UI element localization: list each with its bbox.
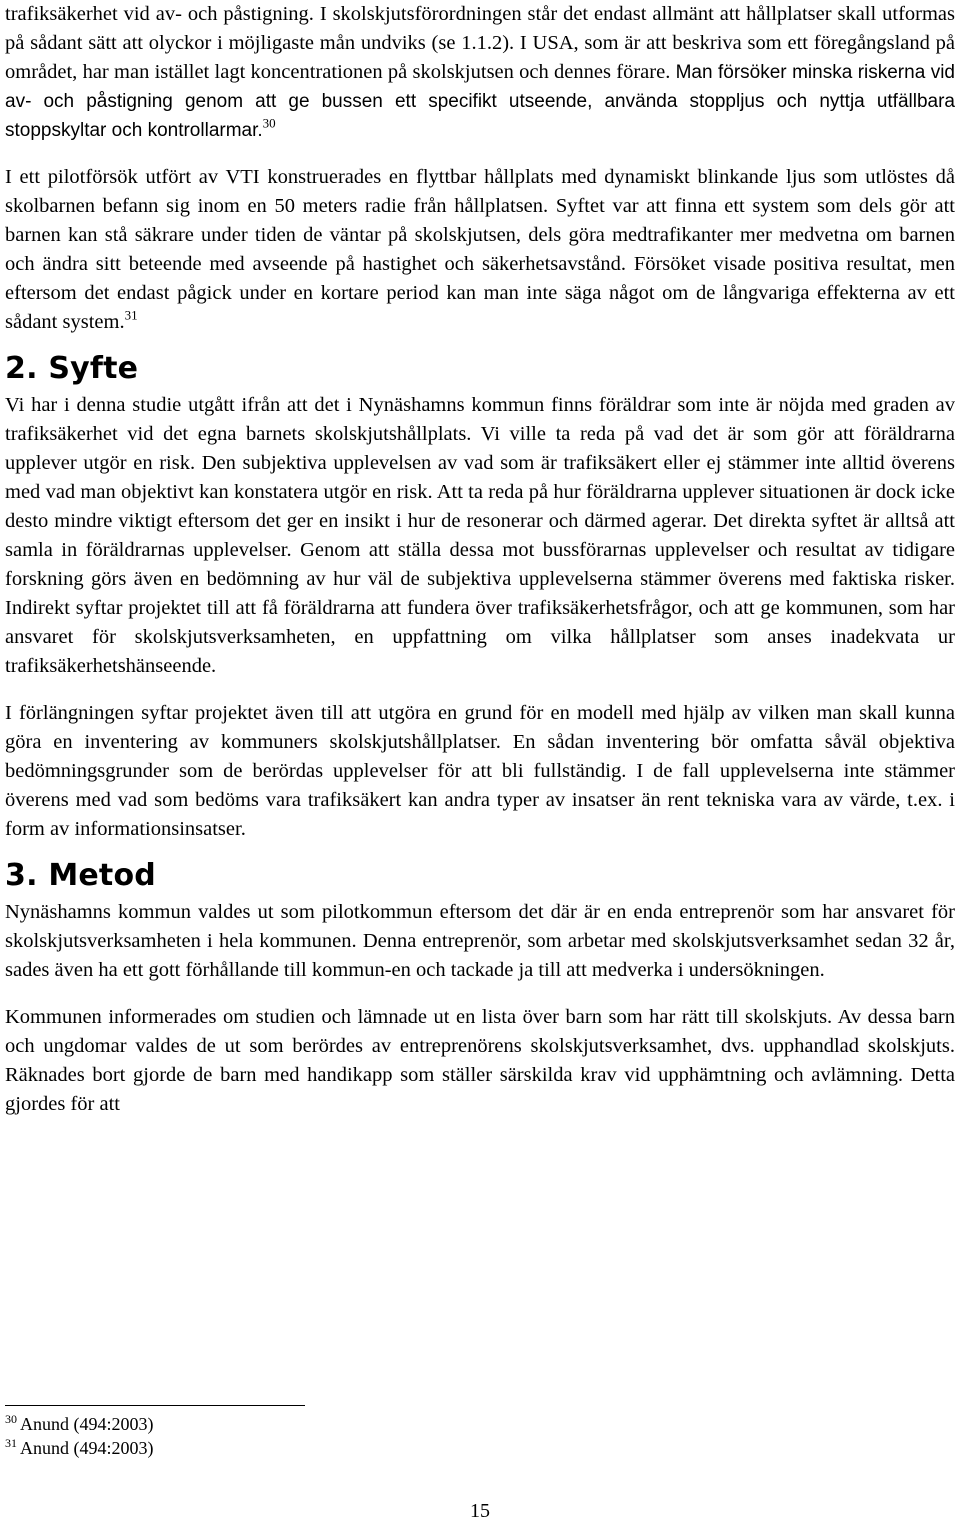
syfte-paragraph-2: I förlängningen syftar projektet även till att utgöra en grund för en modell med hjälp av vilken man skall kunna göra en inventering av kommuners skolskjutshållplatser. En sådan inventering bör omfatta såväl objektiva bedömningsgrunder som de berördas upplevelser för att bli fullständig. I de fall upplevelserna inte stämmer överens med vad som bedöms vara trafiksäkert kan andra typer av insatser än rent tekniska vara av värde, t.ex. i form av informationsinsatser. [5, 702, 955, 840]
metod-paragraph-1: Nynäshamns kommun valdes ut som pilotkommun eftersom det där är en enda entreprenör som har ansvaret för skolskjutsverksamheten i hela kommunen. Denna entreprenör, som arbetar med skolskjutsverksamhet sedan 32 år, sades även ha ett gott förhållande till kommun-en och tackade ja till att medverka i undersökningen. [5, 901, 955, 981]
paragraph-gap [5, 145, 955, 163]
footnote-30: $^{30}$ Anund (494:2003) [5, 1411, 154, 1434]
section-heading-metod: 3. Metod [5, 858, 156, 893]
document-page [5, 0, 955, 1119]
footnote-ref-30: 30 [262, 115, 276, 131]
footnote-31: $^{31}$ Anund (494:2003) [5, 1435, 154, 1458]
metod-paragraph-2: Kommunen informerades om studien och lämnade ut en lista över barn som har rätt till skolskjuts. Av dessa barn och ungdomar valdes de ut som berördes av entreprenörens skolskjutsverksamhet, dvs. upphandlad skolskjuts. Räknades bort gjorde de barn med handikapp som ställer särskilda krav vid upphämtning och avlämning. Detta gjordes för att [5, 1006, 955, 1115]
intro-text: trafiksäkerhet vid av- och påstigning. I skolskjutsförordningen står det endast allmänt att hållplatser skall utformas på sådant sätt att olyckor i möjligaste mån undviks (se 1.1.2). I USA, som är att beskriva som ett föregångsland på området, har man istället lagt koncentrationen på skolskjutsen och dennes förare. [5, 3, 955, 83]
section-heading-syfte: 2. Syfte [5, 351, 139, 386]
syfte-paragraph-1: Vi har i denna studie utgått ifrån att det i Nynäshamns kommun finns föräldrar som inte är nöjda med graden av trafiksäkerhet vid det egna barnets skolskjutshållplats. Vi ville ta reda på vad det är som gör att föräldrarna upplever utgör en risk. Den subjektiva upplevelsen av vad som är trafiksäkert eller ej stämmer inte alltid överens med vad man objektivt kan konstatera utgör en risk. Att ta reda på hur föräldrarna upplever situationen är dock icke desto mindre viktigt eftersom det ger en insikt i hur de resonerar och därmed agerar. Det direkta syftet är alltså att samla in föräldrarnas upplevelser. Genom att ställa dessa mot bussförarnas upplevelser och resultat av tidigare forskning görs även en bedömning av hur väl de subjektiva upplevelserna stämmer överens med faktiska risker. Indirekt syftar projektet till att få föräldrarna att fundera över trafiksäkerhetsfrågor, och att ge kommunen, som har ansvaret för skolskjutsverksamheten, en uppfattning om vilka hållplatser som anses inadekvata ur trafiksäkerhetshänseende. [5, 394, 955, 677]
page-number: 15 [470, 1500, 490, 1522]
footnotes [5, 1412, 154, 1460]
pilot-paragraph [5, 163, 955, 337]
intro-text-sans: Man försöker minska riskerna vid av- och påstigning genom att ge bussen ett specifikt utseende, använda stoppljus och nyttja utfällbara stoppskyltar och kontrollarmar. [5, 62, 955, 141]
footnote-ref-31: 31 [124, 307, 138, 323]
footnote-divider [5, 1405, 305, 1406]
intro-paragraph [5, 0, 955, 145]
pilot-text: I ett pilotförsök utfört av VTI konstruerades en flyttbar hållplats med dynamiskt blinkande ljus som utlöstes då skolbarnen befann sig inom en 50 meters radie från hållplatsen. Syftet var att finna ett system som dels gör att barnen kan stå säkrare under tiden de väntar på skolskjutsen, dels göra medtrafikanter mer medvetna om barnen och ändra sitt beteende med avseende på hastighet och säkerhetsavstånd. Försöket visade positiva resultat, men eftersom det endast pågick under en kortare period kan man inte säga något om de långvariga effekterna av ett sådant system. [5, 166, 955, 333]
